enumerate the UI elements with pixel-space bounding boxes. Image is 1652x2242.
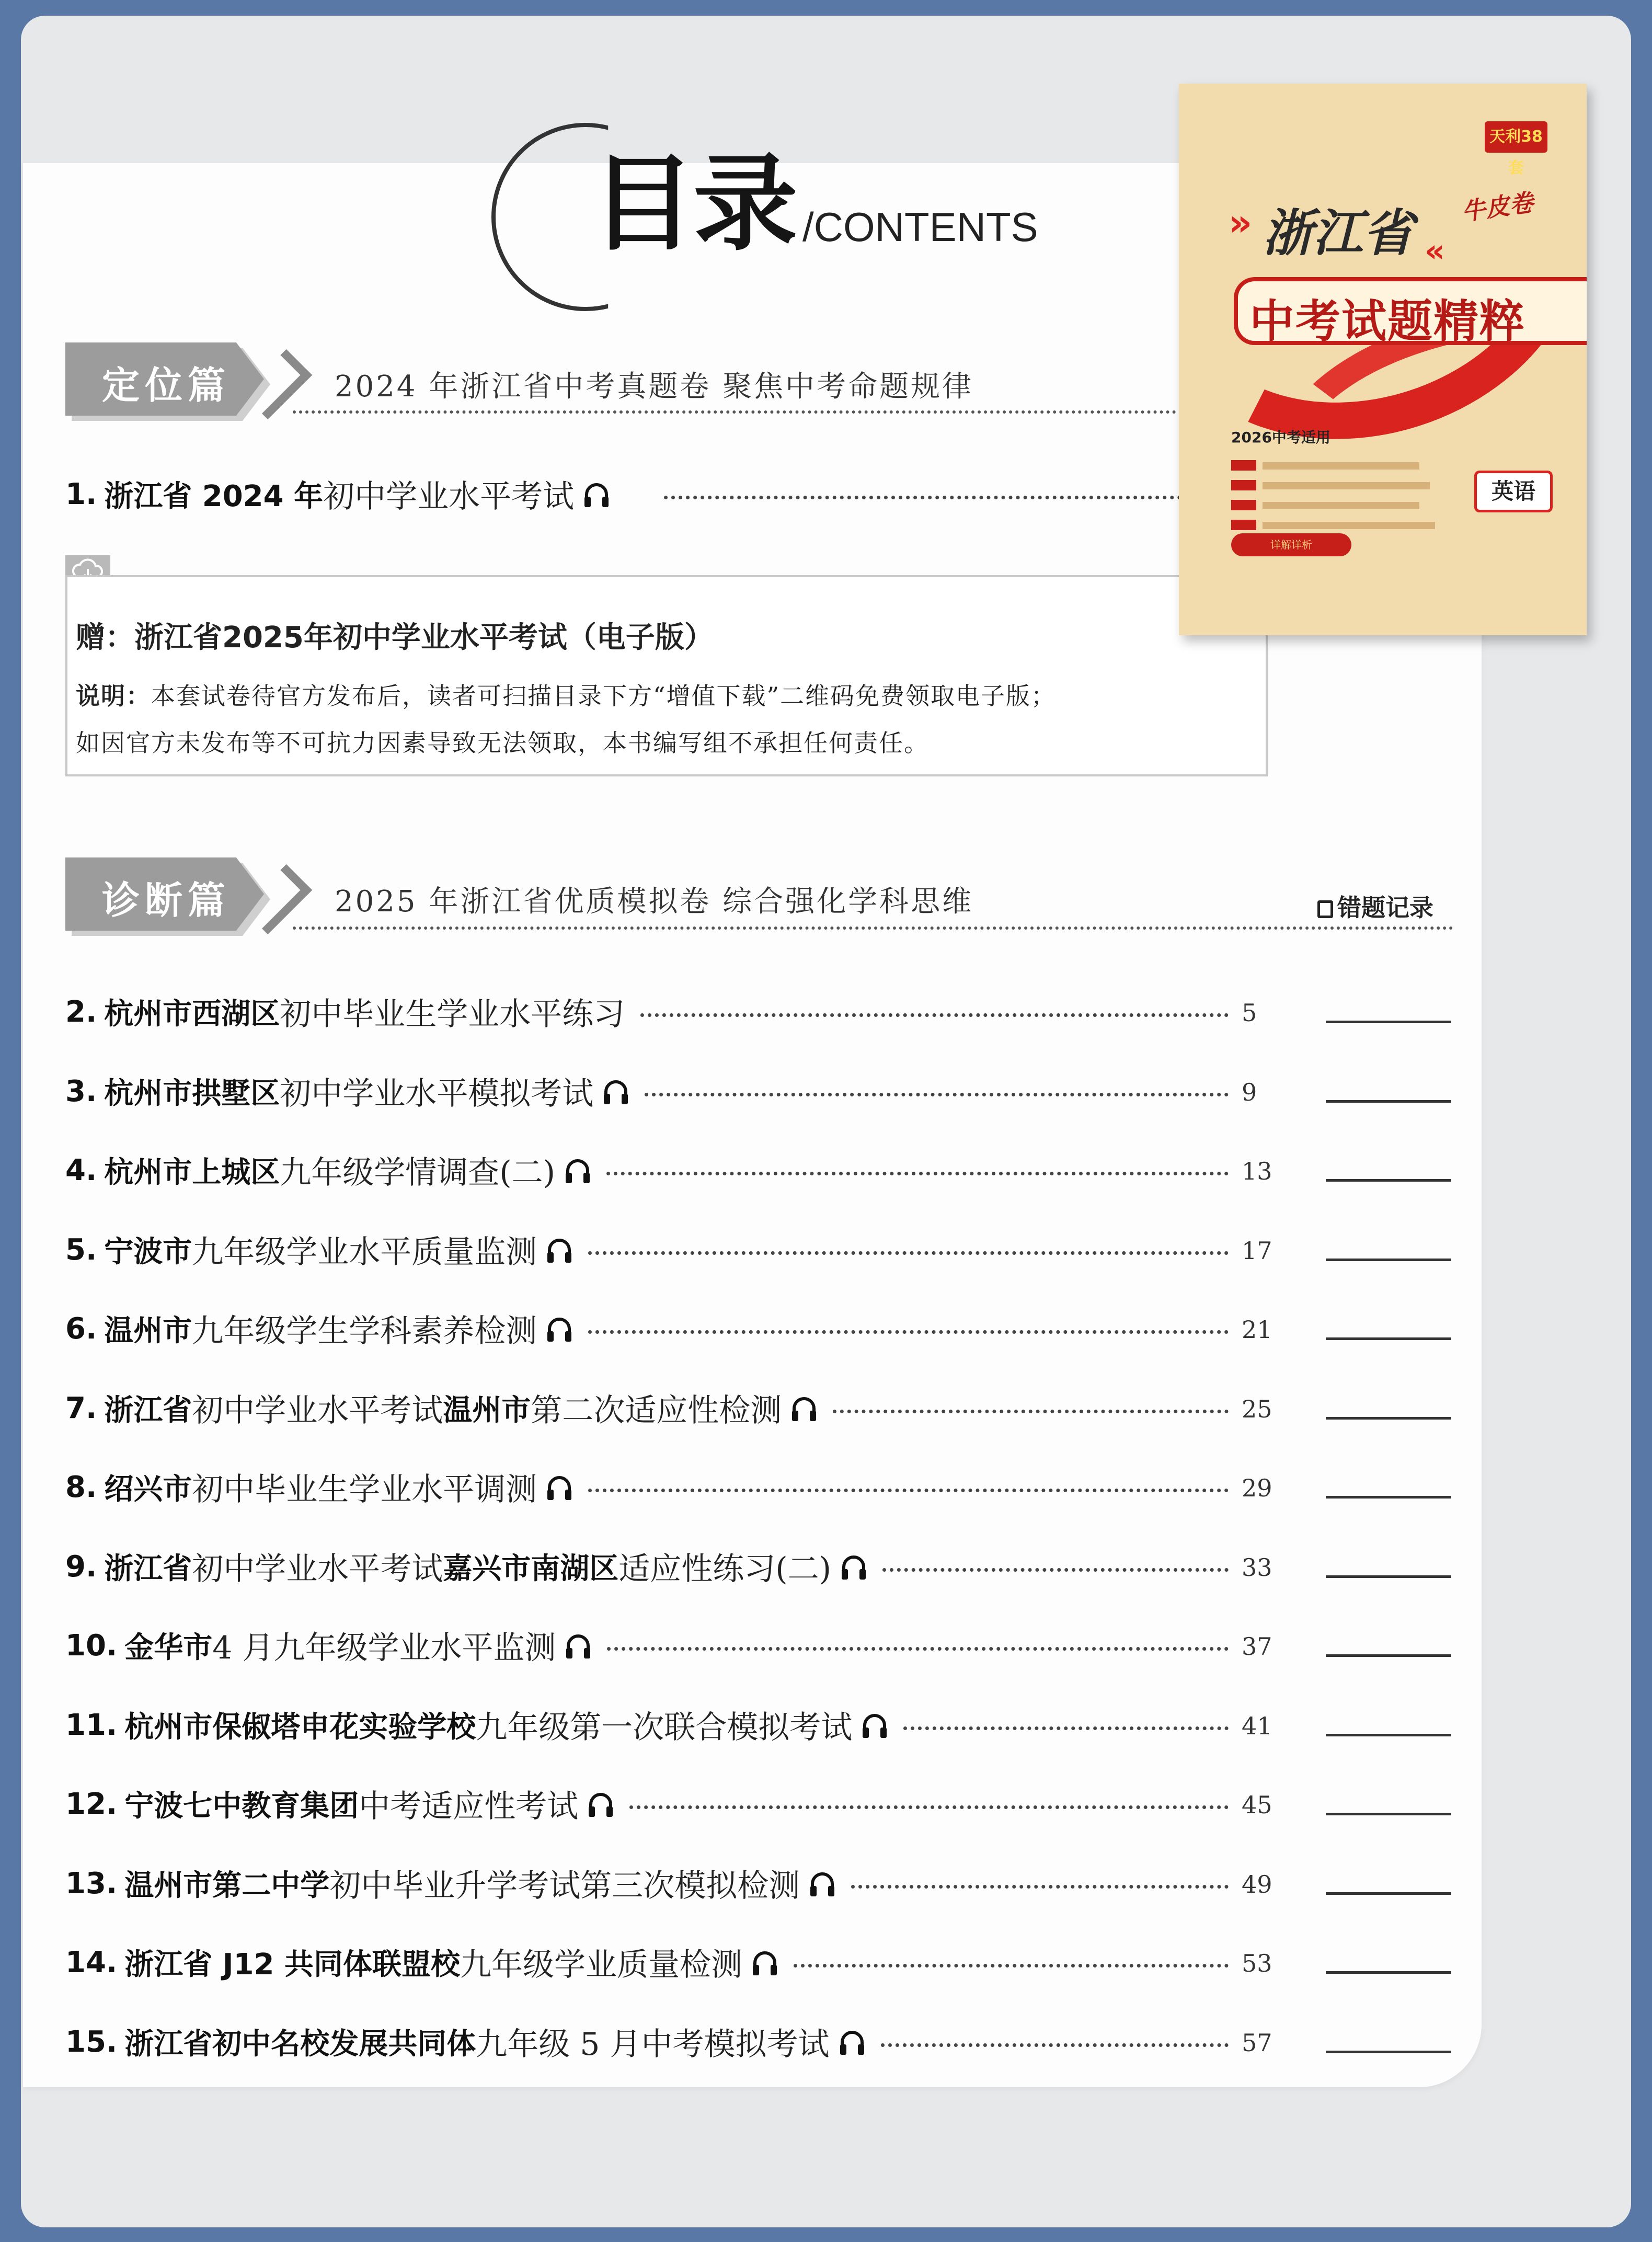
entry-region: 杭州市上城区 xyxy=(104,1156,280,1189)
headphone-icon xyxy=(546,1314,572,1343)
leader-dots xyxy=(882,1568,1229,1572)
book-ribbon: 详解详析 xyxy=(1231,533,1351,556)
entry-title: 初中毕业生学业水平调测 xyxy=(192,1471,537,1508)
error-record-label: 错题记录 xyxy=(1337,894,1433,922)
error-record-blank[interactable] xyxy=(1326,1813,1451,1815)
toc-entry-10[interactable] xyxy=(65,1622,591,1669)
headphone-icon xyxy=(603,1077,629,1105)
section-description: 2024 年浙江省中考真题卷 聚焦中考命题规律 xyxy=(335,370,974,404)
entry-title: 初中毕业生学业水平练习 xyxy=(280,996,625,1033)
leader-dots xyxy=(629,1805,1229,1809)
entry-number: 10. xyxy=(65,1628,118,1663)
entry-title: 初中学业水平考试 xyxy=(192,1551,443,1587)
leader-dots xyxy=(588,1489,1229,1492)
entry-number: 2. xyxy=(65,994,97,1029)
entry-region-2: 嘉兴市南湖区 xyxy=(443,1552,619,1586)
section-tag-label: 定位篇 xyxy=(102,363,231,407)
error-record-header xyxy=(1317,889,1433,923)
toc-entry-7[interactable] xyxy=(65,1385,817,1432)
error-record-blank[interactable] xyxy=(1326,1971,1451,1974)
entry-title: 九年级第一次联合模拟考试 xyxy=(476,1709,853,1746)
toc-entry-14[interactable] xyxy=(65,1939,778,1986)
leader-dots xyxy=(640,1013,1229,1017)
headphone-icon xyxy=(546,1473,572,1501)
entry-region: 宁波七中教育集团 xyxy=(124,1789,359,1823)
entry-title: 初中学业水平考试 xyxy=(323,478,575,515)
toc-entry-9[interactable] xyxy=(65,1543,867,1590)
leader-dots xyxy=(903,1726,1229,1730)
headphone-icon xyxy=(791,1394,817,1422)
error-record-blank[interactable] xyxy=(1326,1496,1451,1499)
entry-region: 杭州市保俶塔申花实验学校 xyxy=(124,1710,476,1744)
error-record-blank[interactable] xyxy=(1326,1654,1451,1657)
entry-title: 九年级学业质量检测 xyxy=(460,1947,742,1983)
leader-dots xyxy=(606,1172,1229,1175)
page-title: 目录 xyxy=(591,142,796,265)
error-record-blank[interactable] xyxy=(1326,1100,1451,1103)
toc-entry-4[interactable] xyxy=(65,1147,591,1194)
error-record-blank[interactable] xyxy=(1326,1417,1451,1420)
entry-title: 九年级 5 月中考模拟考试 xyxy=(476,2026,830,2063)
gift-title: 赠：浙江省2025年初中学业水平考试（电子版） xyxy=(76,621,714,655)
toc-entry-15[interactable] xyxy=(65,2018,865,2065)
entry-title-2: 适应性练习(二) xyxy=(618,1551,832,1587)
error-record-blank[interactable] xyxy=(1326,1337,1451,1340)
error-record-blank[interactable] xyxy=(1326,2051,1451,2053)
leader-dots xyxy=(588,1251,1229,1255)
section-tag-label: 诊断篇 xyxy=(102,878,231,922)
gift-note-line-2: 如因官方未发布等不可抗力因素导致无法领取，本书编写组不承担任何责任。 xyxy=(76,729,929,757)
leader-dots xyxy=(664,496,1181,499)
book-stamp: 牛皮卷 xyxy=(1460,188,1535,226)
book-subject: 英语 xyxy=(1474,471,1553,512)
entry-title: 九年级学情调查(二) xyxy=(280,1154,556,1191)
page-number: 57 xyxy=(1242,2029,1272,2057)
entry-title: 九年级学业水平质量监测 xyxy=(192,1234,537,1271)
leader-dots xyxy=(794,1964,1229,1968)
error-record-blank[interactable] xyxy=(1326,1259,1451,1261)
gift-note-line-1 xyxy=(76,677,1056,712)
book-cover-image: 天利38套 » 浙江省 « 牛皮卷 中考试题精粹 2026中考适用 英语 详解详析 xyxy=(1179,84,1587,635)
entry-number: 12. xyxy=(65,1787,118,1821)
notebook-icon xyxy=(1317,900,1333,918)
page-number: 21 xyxy=(1242,1316,1272,1344)
entry-number: 14. xyxy=(65,1945,118,1980)
section-tag-positioning xyxy=(65,342,274,416)
leader-dots xyxy=(645,1093,1229,1096)
headphone-icon xyxy=(546,1236,572,1264)
entry-region: 浙江省 2024 年 xyxy=(104,479,324,513)
leader-dots xyxy=(588,1330,1229,1334)
entry-number: 6. xyxy=(65,1311,97,1346)
page-number: 5 xyxy=(1242,999,1257,1027)
entry-region: 绍兴市 xyxy=(104,1472,192,1506)
toc-entry-13[interactable] xyxy=(65,1860,835,1907)
toc-entry-2[interactable] xyxy=(65,988,625,1035)
entry-region: 温州市 xyxy=(104,1314,192,1348)
page-number: 49 xyxy=(1242,1870,1272,1898)
entry-title: 4 月九年级学业水平监测 xyxy=(212,1630,556,1666)
entry-region: 宁波市 xyxy=(104,1235,192,1269)
page-number: 53 xyxy=(1242,1949,1272,1977)
page-number: 17 xyxy=(1242,1237,1272,1265)
headphone-icon xyxy=(565,1156,591,1184)
book-title: 中考试题精粹 xyxy=(1249,295,1525,348)
error-record-blank[interactable] xyxy=(1326,1734,1451,1736)
section-divider xyxy=(293,410,1176,414)
headphone-icon xyxy=(862,1711,888,1739)
headphone-icon xyxy=(839,2028,865,2056)
headphone-icon xyxy=(588,1790,614,1818)
entry-title: 中考适应性考试 xyxy=(359,1788,579,1825)
entry-number: 9. xyxy=(65,1549,97,1584)
headphone-icon xyxy=(565,1631,591,1660)
leader-dots xyxy=(607,1647,1229,1651)
page-subtitle: /CONTENTS xyxy=(802,204,1038,250)
entry-region-2: 温州市 xyxy=(443,1393,531,1427)
toc-entry-1[interactable] xyxy=(65,471,610,518)
entry-number: 1. xyxy=(65,477,97,511)
headphone-icon xyxy=(841,1552,867,1581)
toc-entry-5[interactable] xyxy=(65,1226,572,1273)
publisher-logo: 天利38套 xyxy=(1485,121,1547,153)
entry-number: 3. xyxy=(65,1074,97,1108)
entry-number: 7. xyxy=(65,1391,97,1425)
leader-dots xyxy=(851,1885,1229,1889)
page-number: 45 xyxy=(1242,1791,1272,1819)
book-year: 2026中考适用 xyxy=(1231,429,1330,446)
gift-note-text-1: 本套试卷待官方发布后，读者可扫描目录下方“增值下载”二维码免费领取电子版； xyxy=(151,682,1057,710)
entry-title-2: 第二次适应性检测 xyxy=(531,1392,782,1429)
page-number: 9 xyxy=(1242,1078,1257,1106)
toc-entry-3[interactable] xyxy=(65,1068,629,1115)
page-number: 41 xyxy=(1242,1712,1272,1740)
toc-entry-6[interactable] xyxy=(65,1305,572,1352)
section-tag-diagnosis xyxy=(65,857,274,931)
entry-number: 8. xyxy=(65,1470,97,1504)
entry-number: 15. xyxy=(65,2024,118,2059)
entry-region: 杭州市西湖区 xyxy=(104,997,280,1031)
entry-title: 初中学业水平考试 xyxy=(192,1392,443,1429)
entry-title: 九年级学生学科素养检测 xyxy=(192,1313,537,1349)
entry-number: 4. xyxy=(65,1153,97,1187)
page-number: 29 xyxy=(1242,1474,1272,1502)
entry-number: 5. xyxy=(65,1232,97,1267)
gift-note-label: 说明： xyxy=(76,682,151,710)
leader-dots xyxy=(833,1410,1229,1413)
page-number: 33 xyxy=(1242,1553,1272,1582)
toc-entry-12[interactable] xyxy=(65,1780,614,1827)
entry-region: 浙江省 J12 共同体联盟校 xyxy=(124,1948,460,1982)
section-divider xyxy=(293,926,1453,930)
entry-region: 浙江省 xyxy=(104,1552,192,1586)
book-province: 浙江省 xyxy=(1263,203,1413,262)
headphone-icon xyxy=(752,1948,778,1976)
leader-dots xyxy=(881,2043,1229,2047)
error-record-blank[interactable] xyxy=(1326,1575,1451,1578)
entry-region: 浙江省 xyxy=(104,1393,192,1427)
page-number: 13 xyxy=(1242,1157,1272,1185)
page-number: 25 xyxy=(1242,1395,1272,1423)
entry-region: 杭州市拱墅区 xyxy=(104,1077,280,1111)
entry-title: 初中学业水平模拟考试 xyxy=(280,1076,594,1112)
entry-region: 温州市第二中学 xyxy=(124,1869,330,1903)
entry-region: 浙江省初中名校发展共同体 xyxy=(124,2027,476,2061)
error-record-blank[interactable] xyxy=(1326,1179,1451,1182)
entry-title: 初中毕业升学考试第三次模拟检测 xyxy=(329,1868,800,1904)
toc-entry-11[interactable] xyxy=(65,1701,888,1748)
toc-entry-8[interactable] xyxy=(65,1463,572,1511)
error-record-blank[interactable] xyxy=(1326,1021,1451,1023)
headphone-icon xyxy=(809,1869,835,1897)
page-number: 37 xyxy=(1242,1632,1272,1661)
entry-number: 13. xyxy=(65,1866,118,1901)
error-record-blank[interactable] xyxy=(1326,1892,1451,1895)
entry-region: 金华市 xyxy=(124,1631,213,1665)
headphone-icon xyxy=(583,480,610,508)
entry-number: 11. xyxy=(65,1708,118,1742)
section-description: 2025 年浙江省优质模拟卷 综合强化学科思维 xyxy=(335,885,974,919)
